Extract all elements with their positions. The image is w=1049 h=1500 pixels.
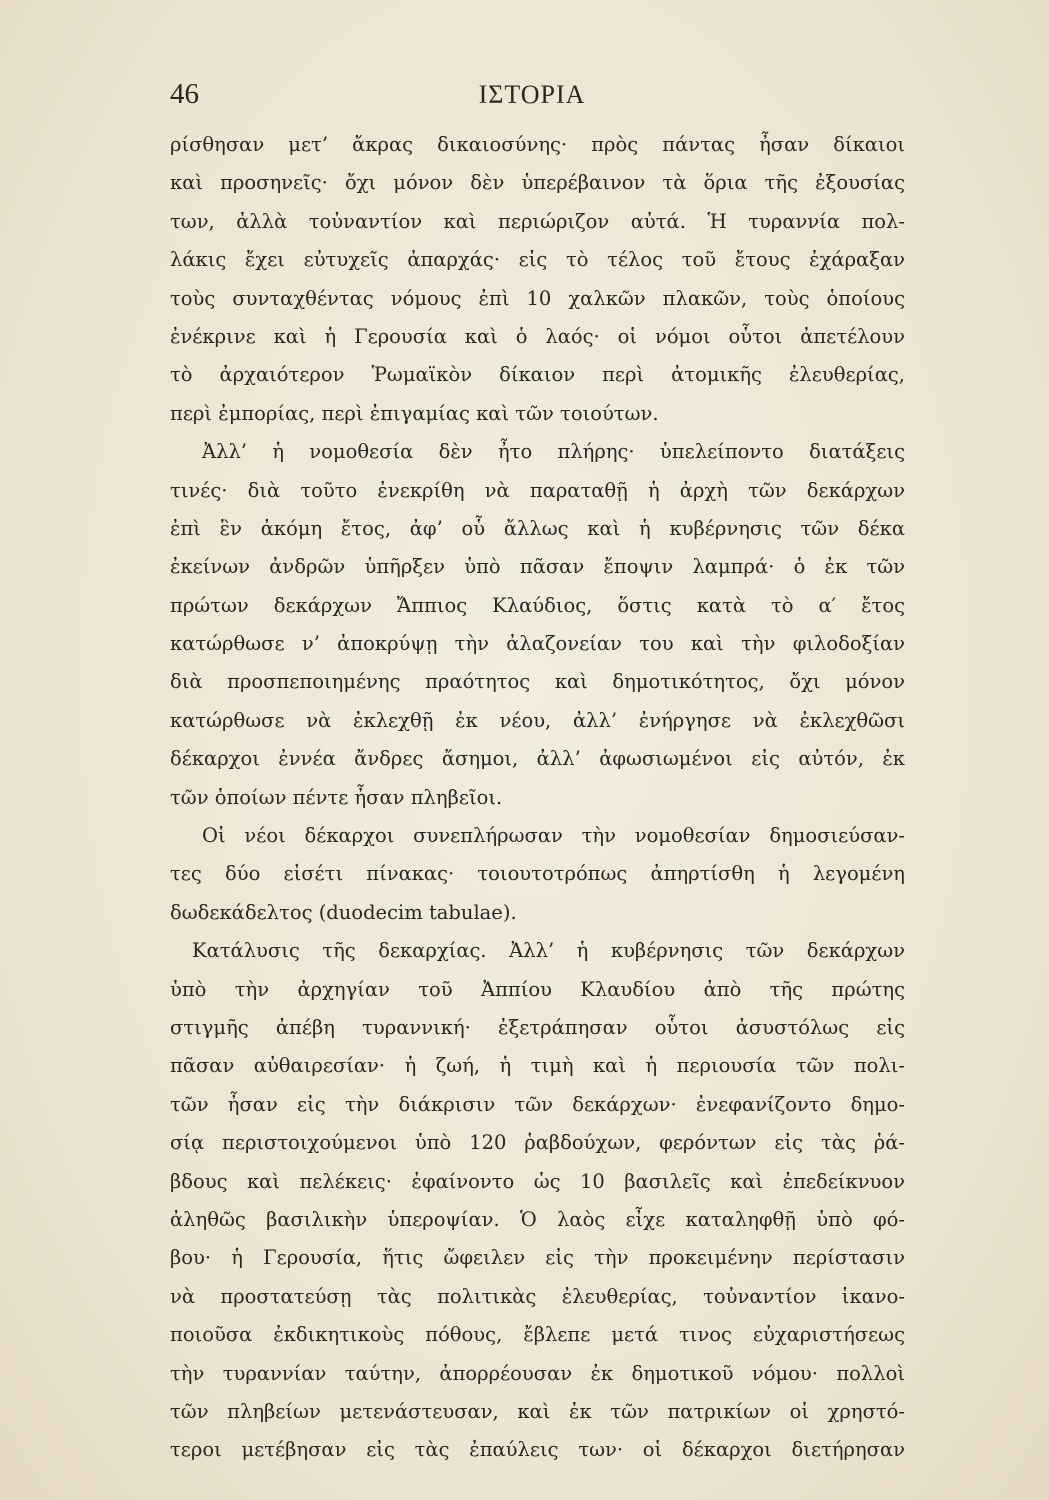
text-line: ρίσθησαν μετ’ ἄκρας δικαιοσύνης· πρὸς πάντας ἦσαν δίκαιοι [170, 133, 905, 156]
text-line: δωδεκάδελτος (duodecim tabulae). [170, 900, 517, 924]
text-line: στιγμῆς ἀπέβη τυραννική· ἐξετράπησαν οὗτοι ἀσυστόλως εἰς [170, 1015, 905, 1039]
text-line: σίᾳ περιστοιχούμενοι ὑπὸ 120 ῥαβδούχων, φερόντων εἰς τὰς ῥά- [170, 1131, 905, 1155]
text-line: τοὺς συνταχθέντας νόμους ἐπὶ 10 χαλκῶν πλακῶν, τοὺς ὁποίους [170, 286, 905, 310]
body-text [170, 126, 905, 1470]
text-line: νὰ προστατεύσῃ τὰς πολιτικὰς ἐλευθερίας, τοὐναντίον ἱκανο- [170, 1284, 905, 1308]
text-line: ποιοῦσα ἐκδικητικοὺς πόθους, ἔβλεπε μετά τινος εὐχαριστήσεως [170, 1323, 905, 1347]
text-line: βδους καὶ πελέκεις· ἐφαίνοντο ὡς 10 βασιλεῖς καὶ ἐπεδείκνυον [170, 1169, 905, 1193]
text-line: τὴν τυραννίαν ταύτην, ἀπορρέουσαν ἐκ δημοτικοῦ νόμου· πολλοὶ [170, 1361, 905, 1385]
text-line: τῶν ἦσαν εἰς τὴν διάκρισιν τῶν δεκάρχων· ἐνεφανίζοντο δημο- [170, 1092, 905, 1116]
text-line: των, ἀλλὰ τοὐναντίον καὶ περιώριζον αὐτά. Ἡ τυραννία πολ- [170, 209, 905, 233]
text-line: Ἀλλ’ ἡ νομοθεσία δὲν ἦτο πλήρης· ὑπελείποντο διατάξεις [202, 440, 905, 464]
text-line: τὸ ἀρχαιότερον Ῥωμαϊκὸν δίκαιον περὶ ἀτομικῆς ἐλευθερίας, [170, 363, 905, 387]
text-line: πρώτων δεκάρχων Ἄππιος Κλαύδιος, ὅστις κατὰ τὸ α′ ἔτος [170, 593, 905, 617]
text-line: τῶν ὁποίων πέντε ἦσαν πληβεῖοι. [170, 785, 503, 809]
page-header [170, 78, 894, 118]
text-line: ἐπὶ ἓν ἀκόμη ἔτος, ἀφ’ οὗ ἄλλως καὶ ἡ κυβέρνησις τῶν δέκα [170, 516, 905, 540]
text-line: λάκις ἔχει εὐτυχεῖς ἀπαρχάς· εἰς τὸ τέλος τοῦ ἔτους ἐχάραξαν [170, 248, 905, 272]
text-line: βου· ἡ Γερουσία, ἥτις ὤφειλεν εἰς τὴν προκειμένην περίστασιν [170, 1246, 905, 1270]
text-line: κατώρθωσε ν’ ἀποκρύψῃ τὴν ἀλαζονείαν του καὶ τὴν φιλοδοξίαν [170, 632, 905, 656]
text-line: ἀληθῶς βασιλικὴν ὑπεροψίαν. Ὁ λαὸς εἶχε καταληφθῇ ὑπὸ φό- [170, 1207, 905, 1231]
text-line: ἐνέκρινε καὶ ἡ Γερουσία καὶ ὁ λαός· οἱ νόμοι οὗτοι ἀπετέλουν [170, 324, 905, 348]
text-line: περὶ ἐμπορίας, περὶ ἐπιγαμίας καὶ τῶν τοιούτων. [170, 401, 659, 425]
text-line: καὶ προσηνεῖς· ὄχι μόνον δὲν ὑπερέβαινον τὰ ὅρια τῆς ἐξουσίας [170, 171, 905, 195]
text-line: Οἱ νέοι δέκαρχοι συνεπλήρωσαν τὴν νομοθεσίαν δημοσιεύσαν- [202, 824, 905, 848]
text-line: κατώρθωσε νὰ ἐκλεχθῇ ἐκ νέου, ἀλλ’ ἐνήργησε νὰ ἐκλεχθῶσι [170, 708, 905, 732]
text-line: ὑπὸ τὴν ἀρχηγίαν τοῦ Ἀππίου Κλαυδίου ἀπὸ τῆς πρώτης [170, 977, 905, 1001]
text-line: τινές· διὰ τοῦτο ἐνεκρίθη νὰ παραταθῇ ἡ ἀρχὴ τῶν δεκάρχων [170, 478, 905, 502]
text-line: τῶν πληβείων μετενάστευσαν, καὶ ἐκ τῶν πατρικίων οἱ χρηστό- [170, 1399, 905, 1423]
text-line: διὰ προσπεποιημένης πραότητος καὶ δημοτικότητος, ὄχι μόνον [170, 670, 905, 694]
text-line: τες δύο εἰσέτι πίνακας· τοιουτοτρόπως ἀπηρτίσθη ἡ λεγομένη [170, 862, 905, 886]
section-heading-line: Κατάλυσις τῆς δεκαρχίας. Ἀλλ’ ἡ κυβέρνησις τῶν δεκάρχων [192, 939, 905, 963]
page-number: 46 [170, 78, 199, 110]
text-line: δέκαρχοι ἐννέα ἄνδρες ἄσημοι, ἀλλ’ ἀφωσιωμένοι εἰς αὐτόν, ἐκ [170, 747, 905, 771]
text-line: πᾶσαν αὐθαιρεσίαν· ἡ ζωή, ἡ τιμὴ καὶ ἡ περιουσία τῶν πολι- [170, 1054, 905, 1078]
text-line: ἐκείνων ἀνδρῶν ὑπῆρξεν ὑπὸ πᾶσαν ἔποψιν λαμπρά· ὁ ἐκ τῶν [170, 555, 905, 579]
running-title: ΙΣΤΟΡΙΑ [478, 80, 586, 109]
text-line: τεροι μετέβησαν εἰς τὰς ἐπαύλεις των· οἱ δέκαρχοι διετήρησαν [170, 1438, 905, 1462]
